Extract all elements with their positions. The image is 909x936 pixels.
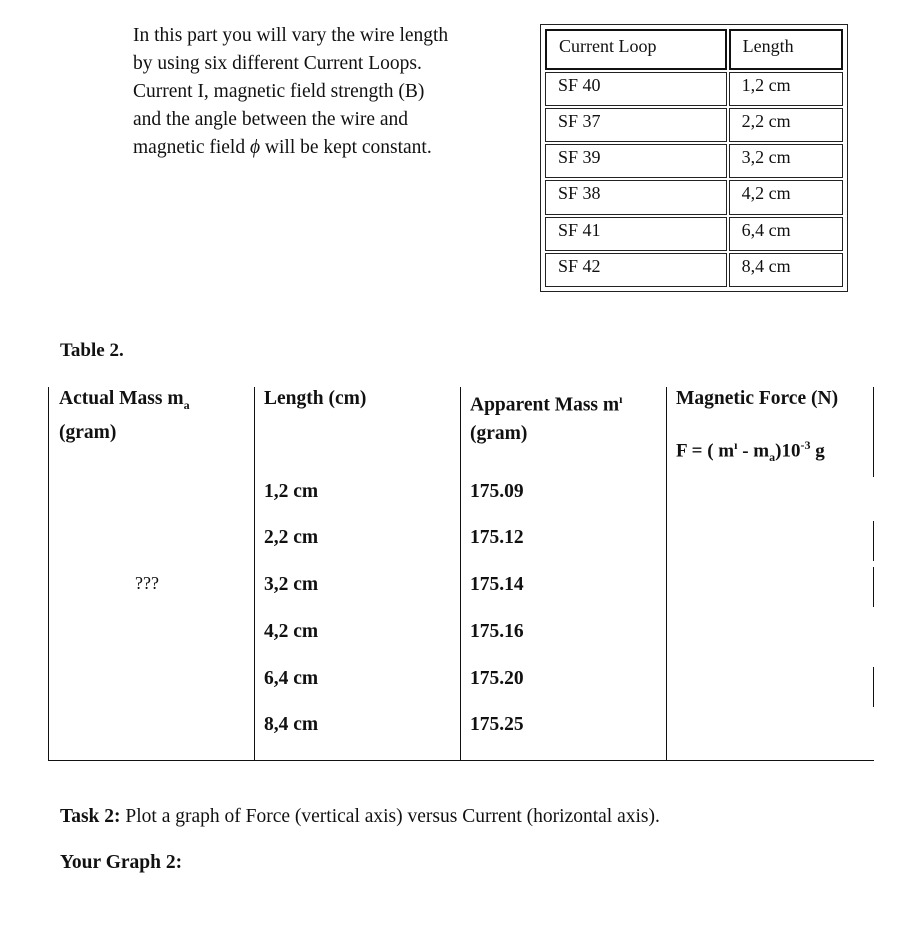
superscript: ı — [619, 392, 623, 406]
loop-length: 3,2 cm — [729, 144, 843, 178]
table-row — [545, 72, 843, 106]
length-cell: 4,2 cm — [264, 621, 319, 642]
header-current-loop: Current Loop — [545, 29, 727, 70]
header-actual-mass-text: Actual Mass m — [59, 388, 184, 409]
apparent-mass-cell: 175.20 — [470, 668, 524, 689]
intro-line-text: will be kept constant. — [264, 137, 432, 158]
grid-line — [873, 521, 874, 561]
header-length: Length (cm) — [264, 388, 367, 409]
grid-line — [48, 387, 49, 761]
intro-paragraph — [133, 22, 513, 162]
length-cell: 2,2 cm — [264, 527, 319, 548]
loop-length: 6,4 cm — [729, 217, 843, 251]
subscript: a — [183, 397, 190, 412]
grid-line — [873, 667, 874, 707]
task-2-label: Task 2: — [60, 806, 121, 827]
table-row — [545, 144, 843, 178]
loop-length: 1,2 cm — [729, 72, 843, 106]
superscript: -3 — [800, 438, 811, 452]
table-row — [545, 217, 843, 251]
length-cell: 6,4 cm — [264, 668, 319, 689]
intro-line — [133, 134, 513, 162]
header-apparent-mass — [470, 385, 660, 448]
header-length: Length — [729, 29, 843, 70]
actual-mass-value: ??? — [135, 573, 159, 593]
current-loop-table — [540, 24, 848, 292]
formula-part: - m — [737, 440, 770, 462]
subscript: a — [769, 450, 776, 465]
grid-line — [666, 387, 667, 761]
length-cell: 3,2 cm — [264, 574, 319, 595]
loop-length: 4,2 cm — [729, 180, 843, 214]
task-2-text: Plot a graph of Force (vertical axis) versus Current (horizontal axis). — [120, 806, 660, 827]
table-header-row — [545, 29, 843, 70]
length-cell: 8,4 cm — [264, 714, 319, 735]
loop-length: 8,4 cm — [729, 253, 843, 287]
apparent-mass-cell: 175.09 — [470, 481, 524, 502]
table-caption: Table 2. — [60, 340, 124, 361]
phi-symbol: ϕ — [249, 137, 261, 158]
grid-line — [460, 387, 461, 761]
force-formula — [676, 431, 876, 471]
table-bottom-border — [48, 760, 874, 761]
loop-id: SF 37 — [545, 108, 727, 142]
formula-part: )10 — [775, 440, 801, 462]
apparent-mass-cell: 175.12 — [470, 527, 524, 548]
loop-id: SF 38 — [545, 180, 727, 214]
task-2-instruction — [60, 806, 660, 828]
loop-id: SF 42 — [545, 253, 727, 287]
loop-length: 2,2 cm — [729, 108, 843, 142]
loop-id: SF 39 — [545, 144, 727, 178]
header-magnetic-force: Magnetic Force (N) — [676, 388, 839, 409]
superscript: ı — [734, 438, 738, 452]
grid-line — [873, 567, 874, 607]
header-apparent-mass-unit: (gram) — [470, 422, 528, 444]
apparent-mass-cell: 175.25 — [470, 714, 524, 735]
table-row — [545, 180, 843, 214]
graph-label: Your Graph 2: — [60, 852, 183, 873]
apparent-mass-cell: 175.14 — [470, 574, 524, 595]
header-apparent-mass-text: Apparent Mass m — [470, 394, 620, 416]
header-actual-mass — [59, 385, 249, 447]
loop-id: SF 41 — [545, 217, 727, 251]
data-table — [48, 387, 874, 761]
formula-part: F = ( m — [676, 440, 735, 462]
table-row — [545, 108, 843, 142]
table-row — [545, 253, 843, 287]
grid-line — [254, 387, 255, 761]
formula-part: g — [810, 440, 825, 462]
apparent-mass-cell: 175.16 — [470, 621, 524, 642]
header-actual-mass-unit: (gram) — [59, 421, 117, 443]
intro-line: In this part you will vary the wire length — [133, 25, 449, 46]
intro-line: by using six different Current Loops. — [133, 53, 422, 74]
length-cell: 1,2 cm — [264, 481, 319, 502]
intro-line: Current I, magnetic field strength (B) — [133, 81, 425, 102]
intro-line-text: magnetic field — [133, 137, 246, 158]
loop-id: SF 40 — [545, 72, 727, 106]
intro-line: and the angle between the wire and — [133, 109, 409, 130]
